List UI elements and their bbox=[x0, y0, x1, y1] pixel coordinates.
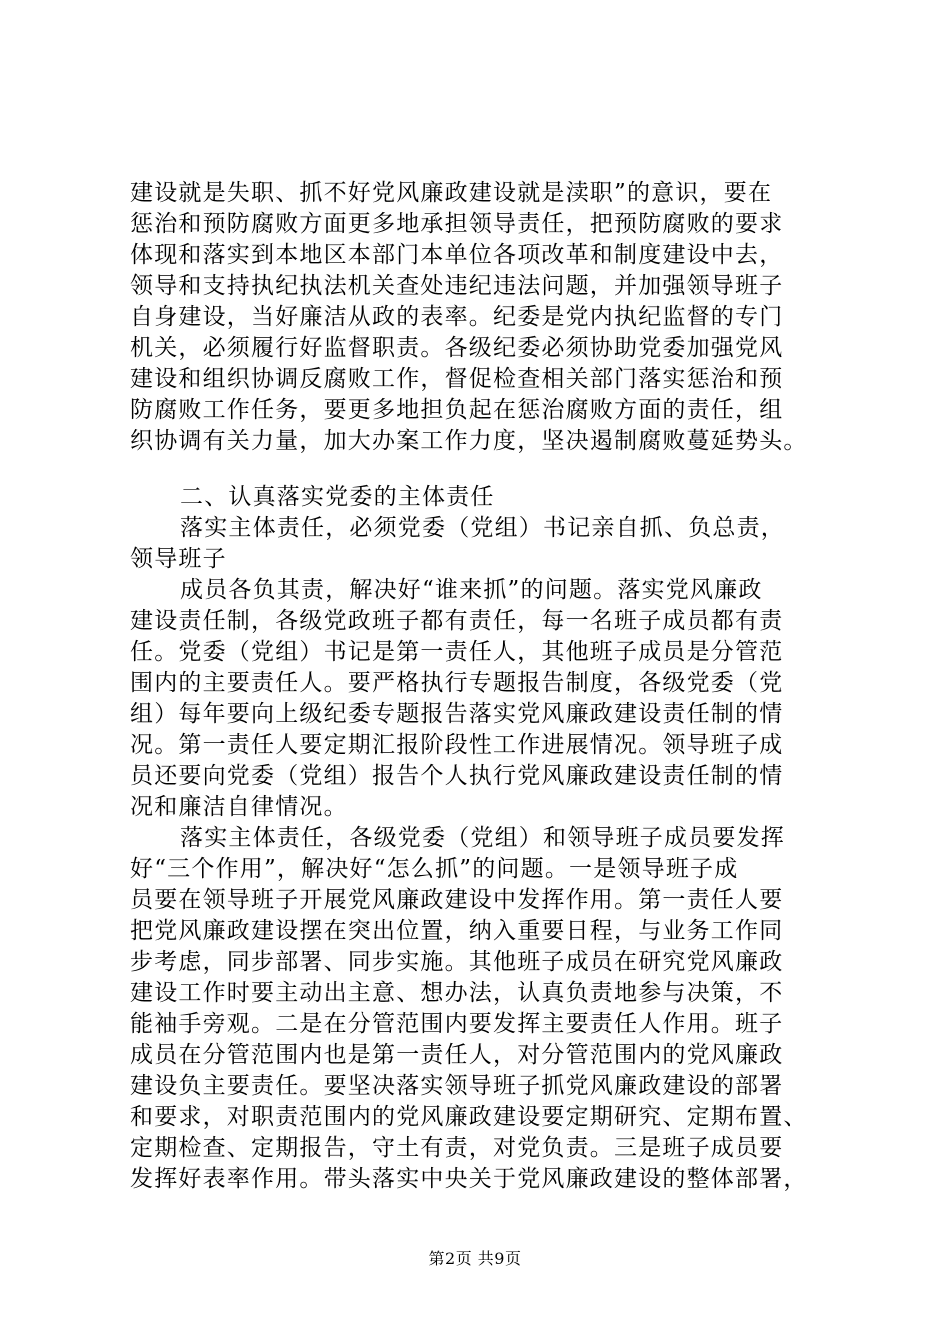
text-line: 能袖手旁观。二是在分管范围内要发挥主要责任人作用。班子 bbox=[130, 1011, 784, 1037]
section-heading: 二、认真落实党委的主体责任 bbox=[180, 484, 495, 510]
text-line: 员要在领导班子开展党风廉政建设中发挥作用。第一责任人要 bbox=[130, 887, 784, 913]
text-line: 领导班子 bbox=[130, 546, 227, 572]
text-line: 组）每年要向上级纪委专题报告落实党风廉政建设责任制的情 bbox=[130, 701, 784, 727]
page-number-footer: 第2页 共9页 bbox=[428, 1249, 522, 1268]
text-line: 建设负主要责任。要坚决落实领导班子抓党风廉政建设的部署 bbox=[130, 1073, 784, 1099]
text-line: 落实主体责任，各级党委（党组）和领导班子成员要发挥 bbox=[180, 825, 785, 851]
text-line: 建设和组织协调反腐败工作，督促检查相关部门落实惩治和预 bbox=[130, 366, 784, 392]
text-line: 好“三个作用”，解决好“怎么抓”的问题。一是领导班子成 bbox=[130, 856, 739, 882]
text-line: 自身建设，当好廉洁从政的表率。纪委是党内执纪监督的专门 bbox=[130, 304, 784, 330]
text-line: 体现和落实到本地区本部门本单位各项改革和制度建设中去， bbox=[130, 242, 784, 268]
text-line: 建设责任制，各级党政班子都有责任，每一名班子成员都有责 bbox=[130, 608, 784, 634]
text-line: 员还要向党委（党组）报告个人执行党风廉政建设责任制的情 bbox=[130, 763, 784, 789]
text-line: 织协调有关力量，加大办案工作力度，坚决遏制腐败蔓延势头。 bbox=[130, 428, 808, 454]
text-line: 发挥好表率作用。带头落实中央关于党风廉政建设的整体部署， bbox=[130, 1166, 808, 1192]
text-line: 成员在分管范围内也是第一责任人，对分管范围内的党风廉政 bbox=[130, 1042, 784, 1068]
text-line: 况。第一责任人要定期汇报阶段性工作进展情况。领导班子成 bbox=[130, 732, 784, 758]
text-line: 机关，必须履行好监督职责。各级纪委必须协助党委加强党风 bbox=[130, 335, 784, 361]
text-line: 惩治和预防腐败方面更多地承担领导责任，把预防腐败的要求 bbox=[130, 211, 784, 237]
text-line: 成员各负其责，解决好“谁来抓”的问题。落实党风廉政 bbox=[180, 577, 763, 603]
text-line: 和要求，对职责范围内的党风廉政建设要定期研究、定期布置、 bbox=[130, 1104, 808, 1130]
text-line: 况和廉洁自律情况。 bbox=[130, 794, 348, 820]
text-line: 建设就是失职、抓不好党风廉政建设就是渎职”的意识，要在 bbox=[130, 180, 773, 206]
text-line: 步考虑，同步部署、同步实施。其他班子成员在研究党风廉政 bbox=[130, 949, 784, 975]
text-line: 领导和支持执纪执法机关查处违纪违法问题，并加强领导班子 bbox=[130, 273, 784, 299]
text-line: 建设工作时要主动出主意、想办法，认真负责地参与决策，不 bbox=[130, 980, 784, 1006]
text-line: 任。党委（党组）书记是第一责任人，其他班子成员是分管范 bbox=[130, 639, 784, 665]
text-line: 把党风廉政建设摆在突出位置，纳入重要日程，与业务工作同 bbox=[130, 918, 784, 944]
text-line: 围内的主要责任人。要严格执行专题报告制度，各级党委（党 bbox=[130, 670, 784, 696]
text-line: 定期检查、定期报告，守土有责，对党负责。三是班子成员要 bbox=[130, 1135, 784, 1161]
text-line: 防腐败工作任务，要更多地担负起在惩治腐败方面的责任，组 bbox=[130, 397, 784, 423]
text-line: 落实主体责任，必须党委（党组）书记亲自抓、负总责， bbox=[180, 515, 785, 541]
